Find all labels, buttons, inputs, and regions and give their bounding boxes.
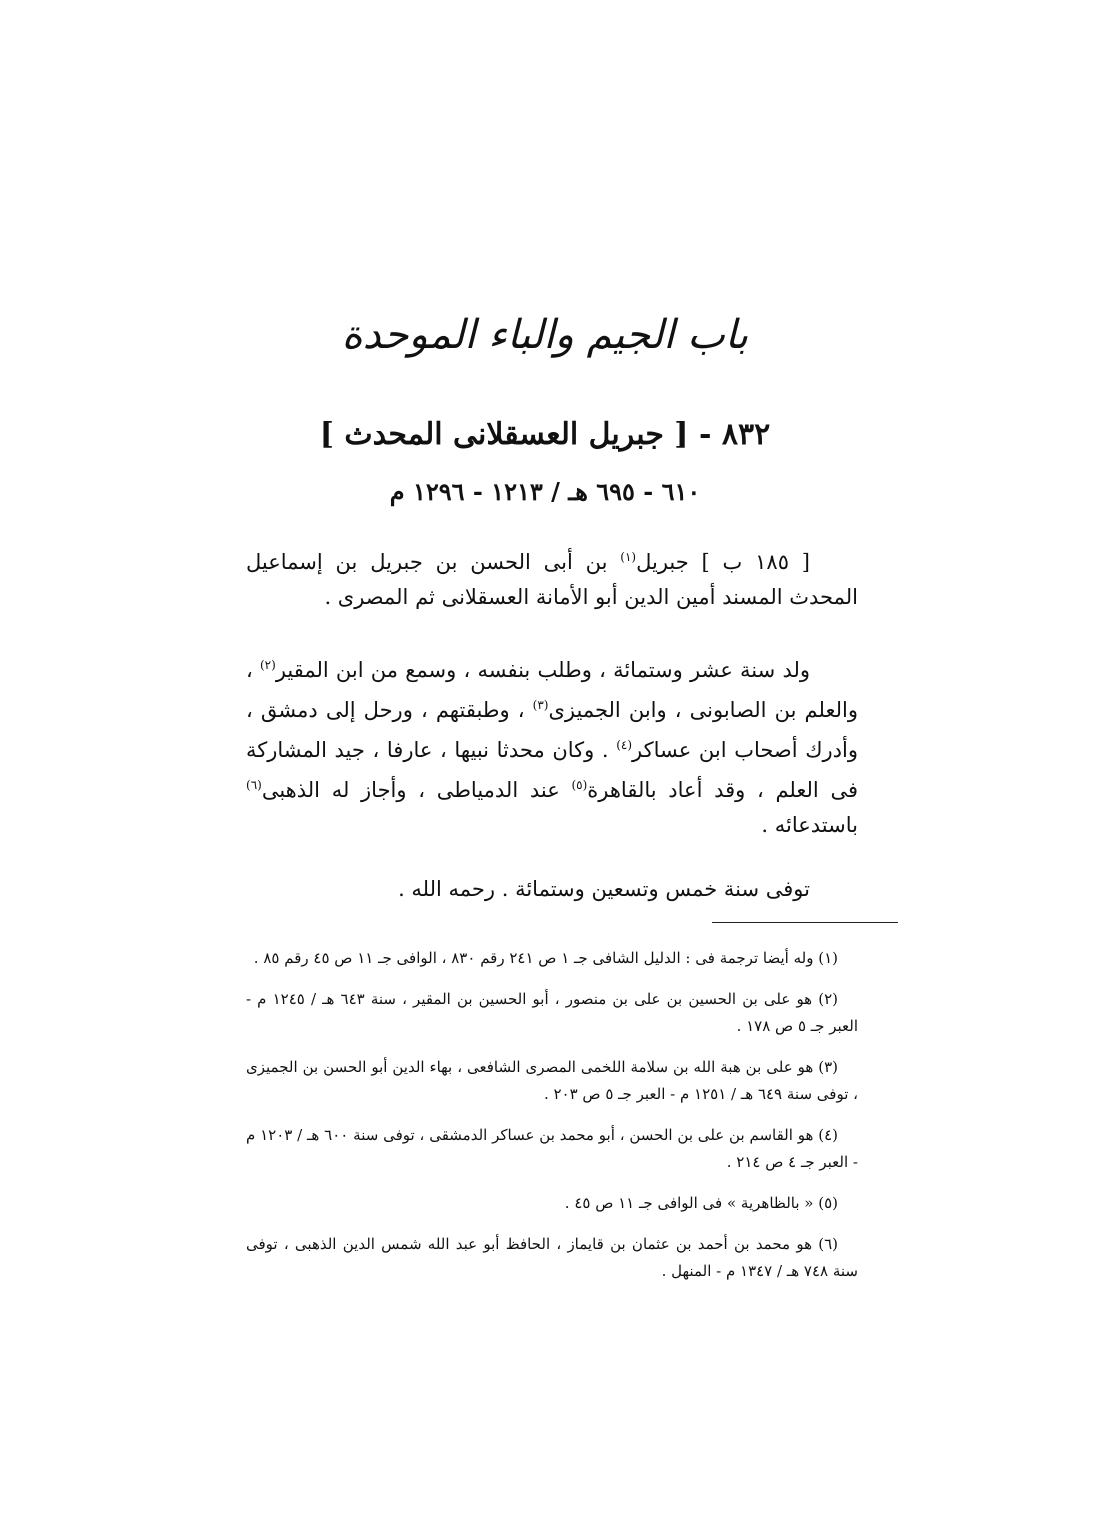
entry-heading: ٨٣٢ - [ جبريل العسقلانى المحدث ] [319,417,771,452]
footnote-ref-3: (٣) [532,698,549,712]
footnote-ref-1: (١) [620,550,637,564]
footnote-ref-5: (٥) [571,778,588,792]
paragraph-1 [246,540,858,615]
paragraph-2-text-e: عند الدمياطى ، وأجاز له الذهبى [261,778,572,802]
paragraph-3: توفى سنة خمس وتسعين وستمائة . رحمه الله . [398,877,810,901]
footnote-2: (٢) هو على بن الحسين بن على بن منصور ، أبو الحسين بن المقير ، سنة ٦٤٣ هـ / ١٢٤٥ م - العبر جـ ٥ ص ١٧٨ . [246,990,858,1035]
footnote-divider [712,922,898,923]
footnote-1: (١) وله أيضا ترجمة فى : الدليل الشافى جـ ١ ص ٢٤١ رقم ٨٣٠ ، الوافى جـ ١١ ص ٤٥ رقم ٨٥ . [253,949,838,967]
footnotes [246,945,858,1299]
footnote-ref-2: (٢) [259,658,276,672]
footnote-6: (٦) هو محمد بن أحمد بن عثمان بن قايماز ، الحافظ أبو عبد الله شمس الدين الذهبى ، توفى سنة ٧٤٨ هـ / ١٣٤٧ م - المنهل . [246,1235,858,1280]
paragraph-2-text-f: باستدعائه . [761,813,858,837]
paragraph-2 [246,648,858,843]
footnote-5: (٥) « بالظاهرية » فى الوافى جـ ١١ ص ٤٥ . [564,1194,838,1212]
footnote-4: (٤) هو القاسم بن على بن الحسن ، أبو محمد بن عساكر الدمشقى ، توفى سنة ٦٠٠ هـ / ١٢٠٣ م - العبر جـ ٤ ص ٢١٤ . [246,1126,858,1171]
footnote-3: (٣) هو على بن هبة الله بن سلامة اللخمى المصرى الشافعى ، بهاء الدين أبو الحسن بن الجميزى ، توفى سنة ٦٤٩ هـ / ١٢٥١ م - العبر جـ ٥ ص ٢٠٣ . [246,1058,858,1103]
chapter-title: باب الجيم والباء الموحدة [341,312,749,358]
paragraph-1-text-a: [ ١٨٥ ب ] جبريل [636,550,810,574]
paragraph-2-text-d: . وكان محدثا نبيها ، عارفا ، جيد المشاركة فى العلم ، وقد أعاد بالقاهرة [246,738,858,802]
paragraph-2-text-a: ولد سنة عشر وستمائة ، وطلب بنفسه ، وسمع من ابن المقير [275,658,811,682]
paragraph-2-text-c: ، وطبقتهم ، ورحل إلى دمشق ، وأدرك أصحاب ابن عساكر [246,698,858,762]
footnote-ref-4: (٤) [616,738,633,752]
footnote-ref-6: (٦) [246,778,262,792]
paragraph-2-text-b: ، والعلم بن الصابونى ، وابن الجميزى [246,658,858,722]
entry-dates: ٦١٠ - ٦٩٥ هـ / ١٢١٣ - ١٢٩٦ م [389,477,701,506]
paragraph-1-text-b: بن أبى الحسن بن جبريل بن إسماعيل المحدث المسند أمين الدين أبو الأمانة العسقلانى ثم المصرى . [246,550,858,609]
